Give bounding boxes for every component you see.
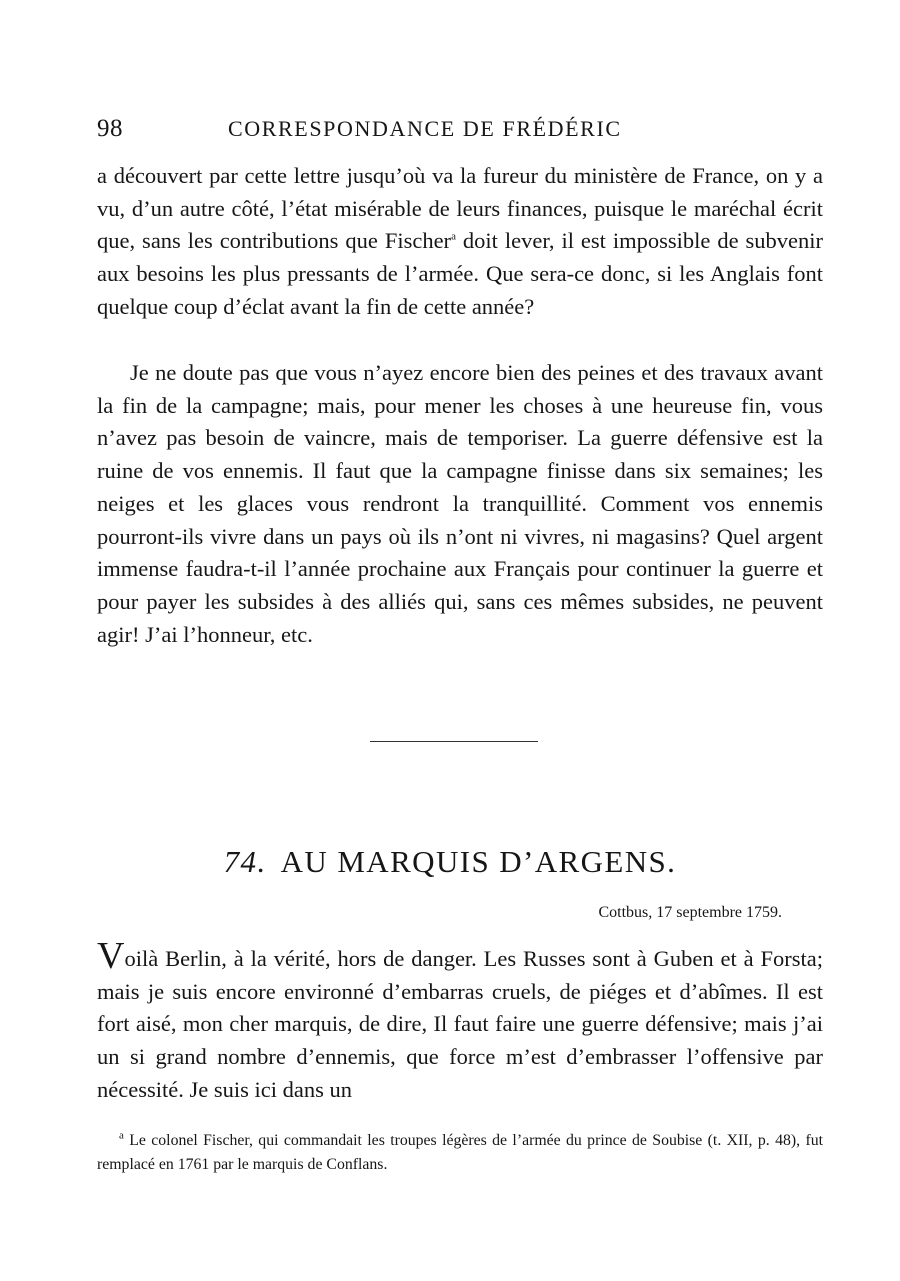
paragraph-text: doit lever, il est impossible de subvenir aux besoins les plus pressants de l’armée. Que sera-ce donc, si les Anglais font quelque coup d’éclat avant la fin de cette année? (97, 228, 823, 319)
letter-dateline: Cottbus, 17 septembre 1759. (598, 904, 782, 921)
letter-title: AU MARQUIS D’ARGENS. (280, 844, 677, 879)
paragraph: Je ne doute pas que vous n’ayez encore bien des peines et des travaux avant la fin de la campagne; mais, pour mener les choses à une heureuse fin, vous n’avez pas besoin de vaincre, mais de temporiser. La guerre défensive est la ruine de vos ennemis. Il faut que la campagne finisse dans six semaines; les neiges et les glaces vous rendront la tranquillité. Comment vos ennemis pourront-ils vivre dans un pays où ils n’ont ni vivres, ni magasins? Quel argent immense faudra-t-il l’année prochaine aux Français pour continuer la guerre et pour payer les subsides à des alliés qui, sans ces mêmes subsides, ne peuvent agir! J’ai l’honneur, etc. (97, 360, 823, 647)
section-divider (370, 741, 538, 742)
drop-cap: V (97, 935, 125, 977)
letter-heading (0, 842, 900, 882)
running-title: CORRESPONDANCE DE FRÉDÉRIC (228, 116, 622, 141)
footnote (97, 1129, 823, 1177)
footnote-reference: a (451, 230, 456, 243)
letter-opening-paragraph (97, 935, 823, 1107)
letter-number: 74. (223, 844, 267, 879)
footnote-marker: a (119, 1129, 124, 1142)
footnote-text: Le colonel Fischer, qui commandait les troupes légères de l’armée du prince de Soubise (t. XII, p. 48), fut remplacé en 1761 par le marquis de Conflans. (97, 1132, 823, 1173)
paragraph-text: a découvert par cette lettre jusqu’où va la fureur du ministère de France, on y a vu, d’un autre côté, l’état misérable de leurs finances, puisque le maréchal écrit que, sans les contributions que Fischer (97, 163, 823, 254)
paragraph-text: oilà Berlin, à la vérité, hors de danger. Les Russes sont à Guben et à Forsta; mais je suis encore environné d’embarras cruels, de piéges et d’abîmes. Il est fort aisé, mon cher marquis, de dire, Il faut faire une guerre défensive; mais j’ai un si grand nombre d’ennemis, que force m’est d’embrasser l’offensive par nécessité. Je suis ici dans un (97, 946, 823, 1102)
page-number: 98 (97, 115, 123, 142)
paragraph-continuation (97, 160, 823, 324)
